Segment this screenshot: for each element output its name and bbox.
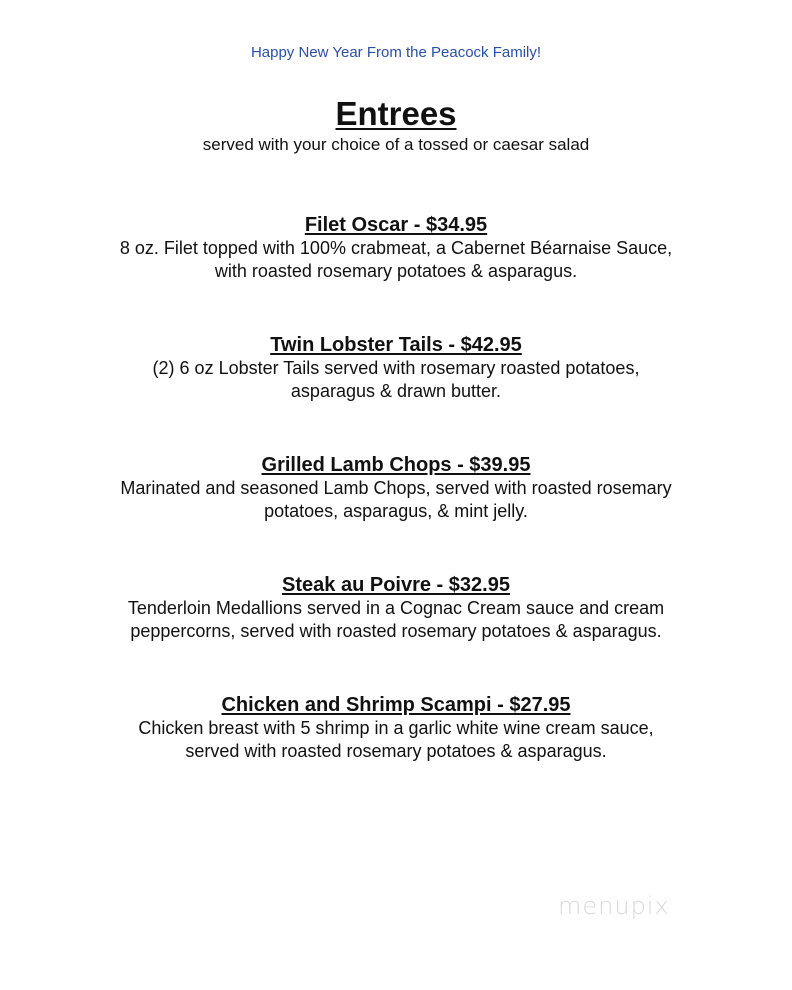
- menu-item-grilled-lamb-chops: [0, 453, 792, 523]
- menu-item-title: Twin Lobster Tails - $42.95: [270, 334, 522, 356]
- page-title: Entrees: [335, 95, 457, 132]
- menu-item-description: (2) 6 oz Lobster Tails served with rosemary roasted potatoes,: [152, 358, 640, 378]
- menu-item-description: 8 oz. Filet topped with 100% crabmeat, a Cabernet Béarnaise Sauce,: [119, 238, 673, 258]
- menu-item-description: Marinated and seasoned Lamb Chops, served with roasted rosemary: [120, 478, 672, 498]
- menu-item-description: Chicken breast with 5 shrimp in a garlic white wine cream sauce,: [138, 718, 654, 738]
- menu-item-title: Chicken and Shrimp Scampi - $27.95: [221, 694, 571, 716]
- menu-item-steak-au-poivre: [0, 573, 792, 643]
- page-subtitle: served with your choice of a tossed or caesar salad: [202, 135, 590, 154]
- menu-item-title: Steak au Poivre - $32.95: [282, 574, 510, 596]
- menu-item-title: Grilled Lamb Chops - $39.95: [261, 454, 531, 476]
- menu-item-description: asparagus & drawn butter.: [290, 381, 502, 401]
- menu-item-twin-lobster-tails: [0, 333, 792, 403]
- menu-item-description: peppercorns, served with roasted rosemary potatoes & asparagus.: [130, 621, 662, 641]
- menu-item-filet-oscar: [0, 213, 792, 283]
- greeting-text: Happy New Year From the Peacock Family!: [250, 44, 542, 61]
- menupix-watermark: menupix: [558, 892, 670, 920]
- menu-item-description: with roasted rosemary potatoes & asparagus.: [214, 261, 578, 281]
- menu-item-title: Filet Oscar - $34.95: [304, 214, 488, 236]
- menu-item-description: Tenderloin Medallions served in a Cognac Cream sauce and cream: [127, 598, 665, 618]
- menu-item-description: potatoes, asparagus, & mint jelly.: [264, 501, 528, 521]
- menu-item-chicken-shrimp-scampi: [0, 693, 792, 763]
- menu-item-description: served with roasted rosemary potatoes & asparagus.: [185, 741, 607, 761]
